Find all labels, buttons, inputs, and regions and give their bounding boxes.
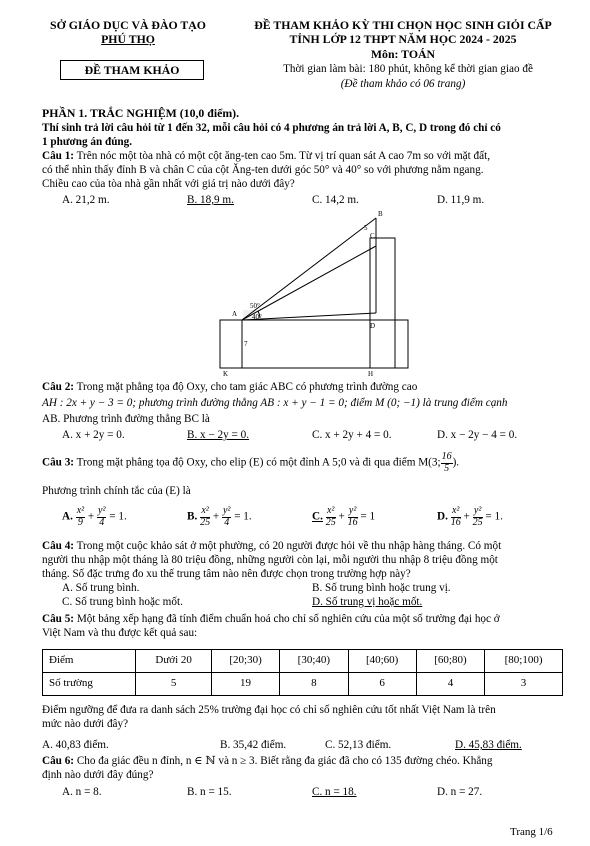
q5-text1: Một bảng xếp hạng đã tính điểm chuẩn hoá cho chỉ số nghiên cứu của một số trường đại học ở — [74, 613, 500, 625]
q3-line2: Phương trình chính tắc của (E) là — [42, 485, 191, 497]
q3-text1: Trong mặt phẳng tọa độ Oxy, cho elip (E) có một đỉnh A 5;0 và đi qua điểm M(3; — [74, 456, 441, 469]
q3-c-n1: x² — [326, 505, 335, 516]
q3-a-n1: x² — [76, 505, 85, 516]
table-cell: 8 — [280, 673, 348, 696]
label-k: K — [223, 370, 229, 378]
department-name: SỞ GIÁO DỤC VÀ ĐÀO TẠO — [50, 18, 206, 32]
q2-line3: AB. Phương trình đường thẳng BC là — [42, 413, 210, 425]
q5-label: Câu 5: — [42, 613, 75, 625]
q4-line3: tháng. Số đặc trưng đo xu thế trung tâm nào nên được chọn trong trường hợp này? — [42, 568, 411, 580]
q3-text1-end: ). — [452, 456, 460, 469]
label-5: 5 — [364, 224, 368, 232]
q1-line3: Chiều cao của tòa nhà gần nhất với giá trị nào dưới đây? — [42, 178, 295, 190]
q2-line2: AH : 2x + y − 3 = 0; phương trình đường thẳng AB : x + y − 1 = 0; điểm M (0; −1) là trung điểm cạnh — [42, 397, 508, 409]
q6-text1: Cho đa giác đều n đỉnh, n ∈ ℕ và n ≥ 3. Biết rằng đa giác đã cho có 135 đường chéo. Khẳng — [74, 755, 493, 767]
q3-a-tail: = 1. — [109, 510, 127, 523]
q4-line2: người thu nhập một tháng là 80 triệu đồng, những người còn lại, mỗi người thu nhập 8 triệu đồng một — [42, 554, 498, 566]
q5-line3: Điểm ngưỡng để đưa ra danh sách 25% trường đại học có chỉ số nghiên cứu tốt nhất Việt Nam là trên — [42, 704, 496, 716]
q3-d-n2: y² — [473, 505, 482, 516]
q3-b-letter: B. — [187, 510, 198, 523]
q1-option-b: B. 18,9 m. — [187, 194, 234, 206]
q3-b-d1: 25 — [200, 516, 211, 528]
q1-option-d: D. 11,9 m. — [437, 194, 485, 206]
q3-d-d2: 25 — [472, 516, 483, 528]
label-50: 50° — [250, 302, 260, 310]
part1-instruction-line2: 1 phương án đúng. — [42, 136, 133, 148]
q2-option-a: A. x + 2y = 0. — [62, 429, 125, 441]
q6-option-d: D. n = 27. — [437, 786, 483, 798]
q3-m-den: 5 — [444, 462, 450, 474]
tall-building-rect — [370, 238, 395, 368]
q1-line1 — [42, 149, 490, 163]
q3-c-d1: 25 — [325, 516, 336, 528]
q3-line1 — [42, 452, 459, 474]
q5-line2: Việt Nam và thu được kết quả sau: — [42, 627, 198, 639]
q4-line1 — [42, 539, 501, 553]
q3-a-d1: 9 — [77, 516, 83, 528]
q5-line1 — [42, 612, 500, 626]
exam-title-line1: ĐỀ THAM KHẢO KỲ THI CHỌN HỌC SINH GIỎI CẤP — [254, 18, 552, 32]
q5-option-b: B. 35,42 điểm. — [220, 739, 287, 751]
ground-building-rect — [220, 320, 408, 368]
q1-line2: có thể nhìn thấy đỉnh B và chân C của cột Ăng-ten dưới góc 50° và 40° so với phương nằm ngang. — [42, 164, 484, 176]
q3-d-letter: D. — [437, 510, 448, 523]
table-cell: 5 — [136, 673, 211, 696]
q3-b-n2: y² — [222, 505, 231, 516]
q2-text1: Trong mặt phẳng tọa độ Oxy, cho tam giác ABC có phương trình đường cao — [74, 381, 418, 393]
q2-option-c: C. x + 2y + 4 = 0. — [312, 429, 392, 441]
q5-score-table — [42, 649, 563, 696]
table-row — [43, 650, 563, 673]
q3-c-plus: + — [338, 510, 345, 523]
line-ab — [242, 218, 376, 320]
table-header-cell: [20;30) — [211, 650, 279, 673]
table-header-cell: [60;80) — [416, 650, 484, 673]
q3-option-c — [312, 506, 375, 528]
label-h: H — [368, 370, 374, 378]
label-c: C — [370, 232, 375, 240]
q3-b-plus: + — [212, 510, 220, 523]
q6-label: Câu 6: — [42, 755, 75, 767]
q6-line2: định nào dưới đây đúng? — [42, 769, 154, 781]
q3-a-n2: y² — [98, 505, 106, 516]
table-cell: 4 — [416, 673, 484, 696]
label-d: D — [370, 322, 376, 330]
q6-option-a: A. n = 8. — [62, 786, 102, 798]
q6-option-b: B. n = 15. — [187, 786, 232, 798]
q5-option-c: C. 52,13 điểm. — [325, 739, 392, 751]
q3-option-b — [187, 506, 252, 528]
q2-option-d: D. x − 2y − 4 = 0. — [437, 429, 518, 441]
table-header-cell: [40;60) — [348, 650, 416, 673]
table-cell: 19 — [211, 673, 279, 696]
q3-option-a — [62, 506, 127, 528]
table-row — [43, 673, 563, 696]
q2-option-b: B. x − 2y = 0. — [187, 429, 250, 441]
part1-title: PHẦN 1. TRẮC NGHIỆM (10,0 điểm). — [42, 106, 240, 120]
q3-a-d2: 4 — [99, 516, 105, 528]
q1-option-c: C. 14,2 m. — [312, 194, 359, 206]
q3-c-tail: = 1 — [360, 510, 376, 523]
q4-text1: Trong một cuộc khảo sát ở một phường, có 20 người được hỏi về thu nhập hàng tháng. Có một — [74, 540, 502, 552]
q3-c-d2: 16 — [347, 516, 358, 528]
q4-label: Câu 4: — [42, 540, 75, 552]
q3-option-d — [437, 506, 503, 528]
label-a: A — [232, 310, 238, 318]
q1-label: Câu 1: — [42, 150, 75, 162]
q5-option-a: A. 40,83 điểm. — [42, 739, 109, 751]
q1-option-a: A. 21,2 m. — [62, 194, 110, 206]
q3-d-n1: x² — [451, 505, 460, 516]
label-b: B — [378, 210, 383, 218]
q3-d-tail: = 1. — [485, 510, 503, 523]
q5-line4: mức nào dưới đây? — [42, 718, 129, 730]
table-cell: Số trường — [43, 673, 136, 696]
q1-building-figure — [210, 208, 410, 380]
q6-option-c: C. n = 18. — [312, 786, 357, 798]
part1-instruction-line1: Thí sinh trả lời câu hỏi từ 1 đến 32, mỗi câu hỏi có 4 phương án trả lời A, B, C, D trong đó chỉ có — [42, 122, 501, 134]
reference-badge: ĐỀ THAM KHẢO — [60, 60, 204, 80]
table-cell: 3 — [485, 673, 563, 696]
q2-line1 — [42, 380, 417, 394]
q3-m-num: 16 — [441, 451, 452, 462]
line-ac — [242, 246, 376, 320]
label-40: 40° — [252, 313, 262, 321]
q3-a-letter: A. — [62, 510, 73, 523]
table-header-cell: Dưới 20 — [136, 650, 211, 673]
q5-option-d: D. 45,83 điểm. — [455, 739, 522, 751]
q4-option-b: B. Số trung bình hoặc trung vị. — [312, 582, 451, 594]
time-limit: Thời gian làm bài: 180 phút, không kể thời gian giao đề — [283, 63, 533, 75]
exam-title-line2: TỈNH LỚP 12 THPT NĂM HỌC 2024 - 2025 — [289, 32, 517, 46]
province-name: PHÚ THỌ — [101, 32, 155, 46]
page-number: Trang 1/6 — [510, 826, 553, 838]
q3-b-d2: 4 — [224, 516, 230, 528]
table-header-cell: Điểm — [43, 650, 136, 673]
q3-d-plus: + — [463, 510, 470, 523]
q3-c-letter: C. — [312, 510, 323, 523]
table-cell: 6 — [348, 673, 416, 696]
q3-a-plus: + — [87, 510, 95, 523]
q3-d-d1: 16 — [450, 516, 461, 528]
q3-b-tail: = 1. — [234, 510, 252, 523]
pages-note: (Đề tham khảo có 06 trang) — [340, 78, 466, 90]
table-header-cell: [30;40) — [280, 650, 348, 673]
line-ad — [242, 313, 376, 320]
q4-option-a: A. Số trung bình. — [62, 582, 140, 594]
q3-b-n1: x² — [201, 505, 209, 516]
q3-m-fraction — [441, 452, 453, 474]
q1-text1: Trên nóc một tòa nhà có một cột ăng-ten cao 5m. Từ vị trí quan sát A cao 7m so với mặt đất, — [74, 150, 491, 162]
label-7: 7 — [244, 340, 248, 348]
q4-option-d: D. Số trung vị hoặc mốt. — [312, 596, 423, 608]
q6-line1 — [42, 754, 492, 768]
table-header-cell: [80;100) — [485, 650, 563, 673]
subject: Môn: TOÁN — [370, 47, 436, 61]
q2-label: Câu 2: — [42, 381, 75, 393]
q4-option-c: C. Số trung bình hoặc mốt. — [62, 596, 183, 608]
q3-label: Câu 3: — [42, 456, 75, 469]
q3-c-n2: y² — [348, 505, 357, 516]
